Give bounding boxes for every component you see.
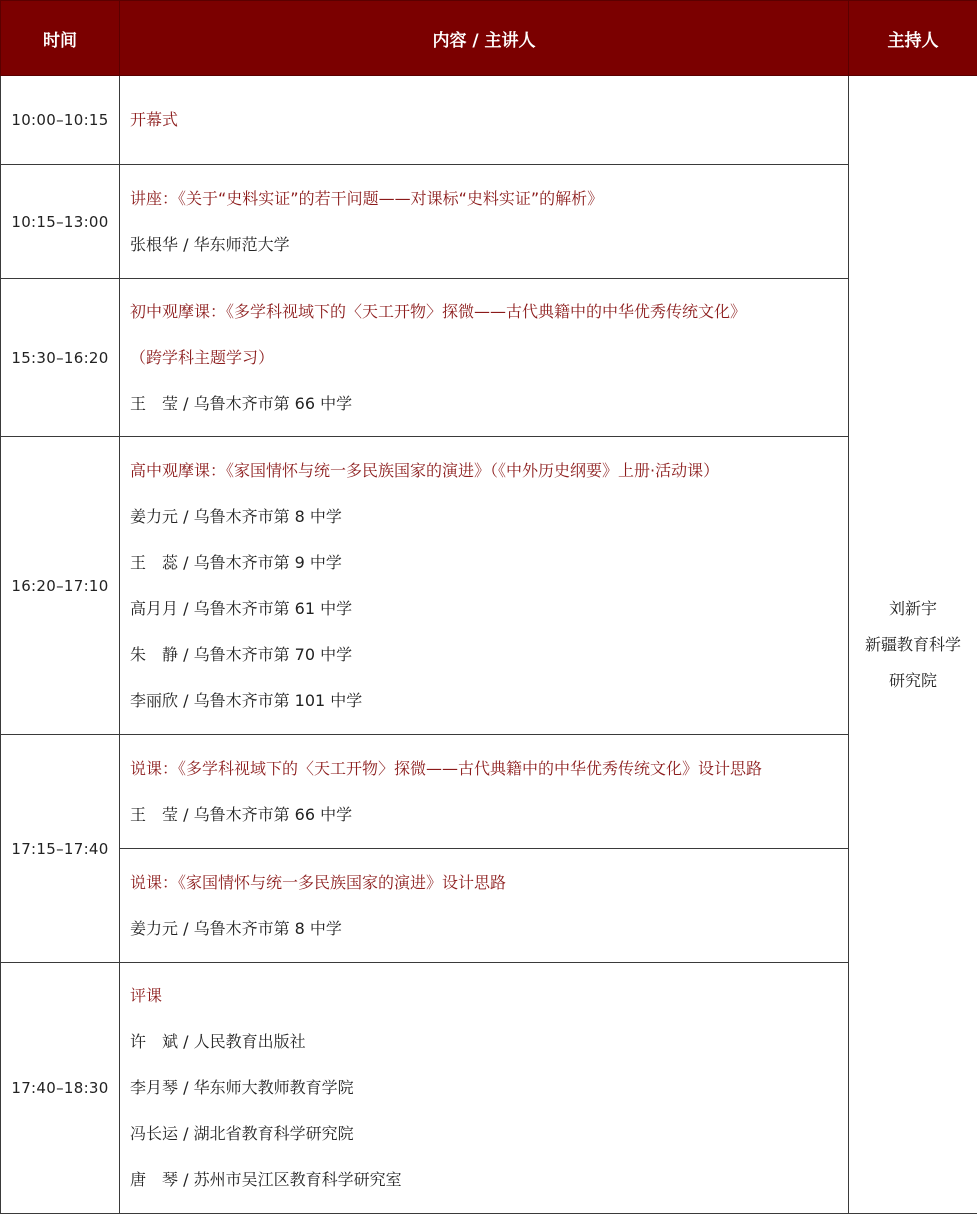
session-title: 初中观摩课：《多学科视域下的〈天工开物〉探微——古代典籍中的中华优秀传统文化》 — [130, 289, 838, 335]
table-row — [1, 849, 977, 963]
table-row — [1, 279, 977, 437]
speaker-line: 张根华 / 华东师范大学 — [130, 222, 838, 268]
speaker-line: 王 莹 / 乌鲁木齐市第 66 中学 — [130, 792, 838, 838]
speaker-line: 李月琴 / 华东师大教师教育学院 — [130, 1065, 838, 1111]
session-title: 高中观摩课：《家国情怀与统一多民族国家的演进》（《中外历史纲要》上册·活动课） — [130, 448, 838, 494]
host-cell — [849, 76, 977, 1214]
time-cell: 16:20–17:10 — [1, 437, 120, 735]
speaker-line: 姜力元 / 乌鲁木齐市第 8 中学 — [130, 494, 838, 540]
time-cell: 15:30–16:20 — [1, 279, 120, 437]
content-cell — [120, 963, 849, 1214]
speaker-line: 王 莹 / 乌鲁木齐市第 66 中学 — [130, 381, 838, 427]
content-cell — [120, 735, 849, 849]
speaker-line: 冯长运 / 湖北省教育科学研究院 — [130, 1111, 838, 1157]
header-row — [1, 1, 977, 76]
speaker-line: 朱 静 / 乌鲁木齐市第 70 中学 — [130, 632, 838, 678]
time-cell: 17:15–17:40 — [1, 735, 120, 963]
table-row — [1, 165, 977, 279]
content-cell — [120, 437, 849, 735]
content-cell — [120, 849, 849, 963]
speaker-line: 高月月 / 乌鲁木齐市第 61 中学 — [130, 586, 838, 632]
header-time: 时间 — [1, 1, 120, 76]
header-host: 主持人 — [849, 1, 977, 76]
speaker-line: 王 蕊 / 乌鲁木齐市第 9 中学 — [130, 540, 838, 586]
speaker-line: 许 斌 / 人民教育出版社 — [130, 1019, 838, 1065]
header-content: 内容 / 主讲人 — [120, 1, 849, 76]
session-subtitle: （跨学科主题学习） — [130, 335, 838, 381]
content-cell — [120, 76, 849, 165]
session-title: 说课：《家国情怀与统一多民族国家的演进》设计思路 — [130, 860, 838, 906]
host-org-line1: 新疆教育科学 — [849, 627, 977, 663]
table-row — [1, 963, 977, 1214]
content-cell — [120, 165, 849, 279]
table-row — [1, 76, 977, 165]
host-org-line2: 研究院 — [849, 663, 977, 699]
time-cell: 10:00–10:15 — [1, 76, 120, 165]
table-row — [1, 437, 977, 735]
time-cell: 10:15–13:00 — [1, 165, 120, 279]
session-title: 评课 — [130, 973, 838, 1019]
speaker-line: 唐 琴 / 苏州市吴江区教育科学研究室 — [130, 1157, 838, 1203]
session-title: 开幕式 — [130, 97, 838, 143]
speaker-line: 姜力元 / 乌鲁木齐市第 8 中学 — [130, 906, 838, 952]
speaker-line: 李丽欣 / 乌鲁木齐市第 101 中学 — [130, 678, 838, 724]
time-cell: 17:40–18:30 — [1, 963, 120, 1214]
content-cell — [120, 279, 849, 437]
session-title: 说课：《多学科视域下的〈天工开物〉探微——古代典籍中的中华优秀传统文化》设计思路 — [130, 746, 838, 792]
host-name: 刘新宇 — [849, 591, 977, 627]
session-title: 讲座：《关于“史料实证”的若干问题——对课标“史料实证”的解析》 — [130, 176, 838, 222]
table-row — [1, 735, 977, 849]
